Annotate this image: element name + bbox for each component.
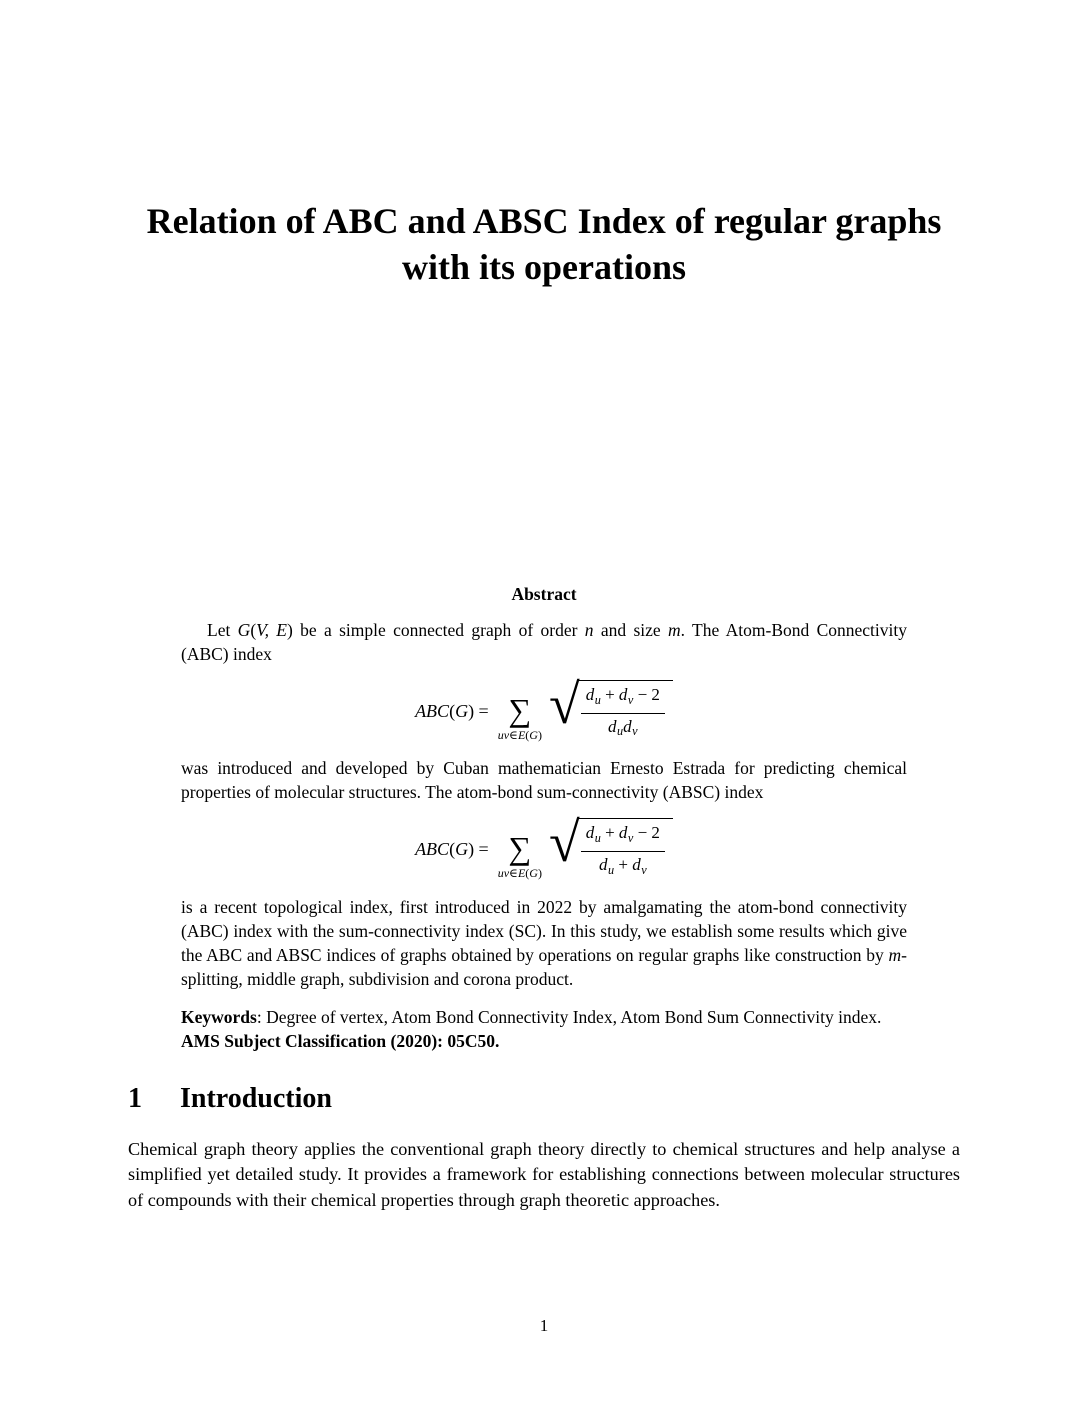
radical-symbol: √ <box>548 812 580 875</box>
keywords-text: : Degree of vertex, Atom Bond Connectivity Index, Atom Bond Sum Connectivity index. <box>256 1006 882 1027</box>
square-root <box>548 674 673 742</box>
formula-lhs: ABC(G) = <box>415 839 489 860</box>
paper-title: Relation of ABC and ABSC Index of regular graphs with its operations <box>146 201 942 287</box>
abstract-paragraph-3: is a recent topological index, first introduced in 2022 by amalgamating the atom-bond connectivity (ABC) index with the sum-connectivity index (SC). In this study, we establish some results which give the ABC and ABSC indices of graphs obtained by operations on regular graphs like construction by m-splitting, middle graph, subdivision and corona product. <box>181 896 907 989</box>
fraction-denominator: $d_ud_v$ <box>608 716 638 739</box>
fraction-numerator: $d_u + d_v - 2$ <box>581 822 665 852</box>
introduction-paragraph: Chemical graph theory applies the conventional graph theory directly to chemical structures and help analyse a simplified yet detailed study. It provides a framework for establishing connections between molecular structures of compounds with their chemical properties through graph theoretic approaches. <box>128 1138 960 1210</box>
page-number: 1 <box>539 1316 549 1335</box>
absc-index-formula <box>181 812 907 881</box>
keywords-label: Keywords <box>181 1006 257 1027</box>
sqrt-content <box>577 680 673 742</box>
sigma-symbol: ∑ <box>508 691 532 728</box>
abstract-paragraph-1: Let G(V, E) be a simple connected graph of order n and size m. The Atom-Bond Connectivity (ABC) index <box>181 620 907 664</box>
keywords-line <box>181 1005 907 1029</box>
fraction-numerator: $d_u + d_v - 2$ <box>581 684 665 714</box>
summation <box>497 691 542 742</box>
abstract-heading: Abstract <box>511 584 577 604</box>
sigma-symbol: ∑ <box>508 830 532 867</box>
fraction <box>581 684 665 742</box>
abc-index-formula <box>181 674 907 742</box>
abstract-section <box>181 584 907 1053</box>
summation-subscript: uv∈E(G) <box>497 727 542 742</box>
fraction-denominator: $d_u + d_v$ <box>598 855 647 877</box>
formula-lhs: ABC(G) = <box>415 700 489 721</box>
section-number: 1 <box>128 1082 142 1114</box>
ams-classification: AMS Subject Classification (2020): 05C50. <box>181 1030 500 1051</box>
radical-symbol: √ <box>548 674 580 736</box>
summation <box>498 832 542 879</box>
sqrt-content <box>577 818 673 880</box>
summation-subscript: uv∈E(G) <box>497 866 542 881</box>
keywords-block <box>181 1005 907 1053</box>
section-title: Introduction <box>180 1082 332 1114</box>
fraction <box>581 822 665 880</box>
section-1-heading <box>128 1083 960 1115</box>
abstract-paragraph-2: was introduced and developed by Cuban mathematician Ernesto Estrada for predicting chemical properties of molecular structures. The atom-bond sum-connectivity (ABSC) index <box>181 758 907 803</box>
square-root <box>548 812 673 880</box>
